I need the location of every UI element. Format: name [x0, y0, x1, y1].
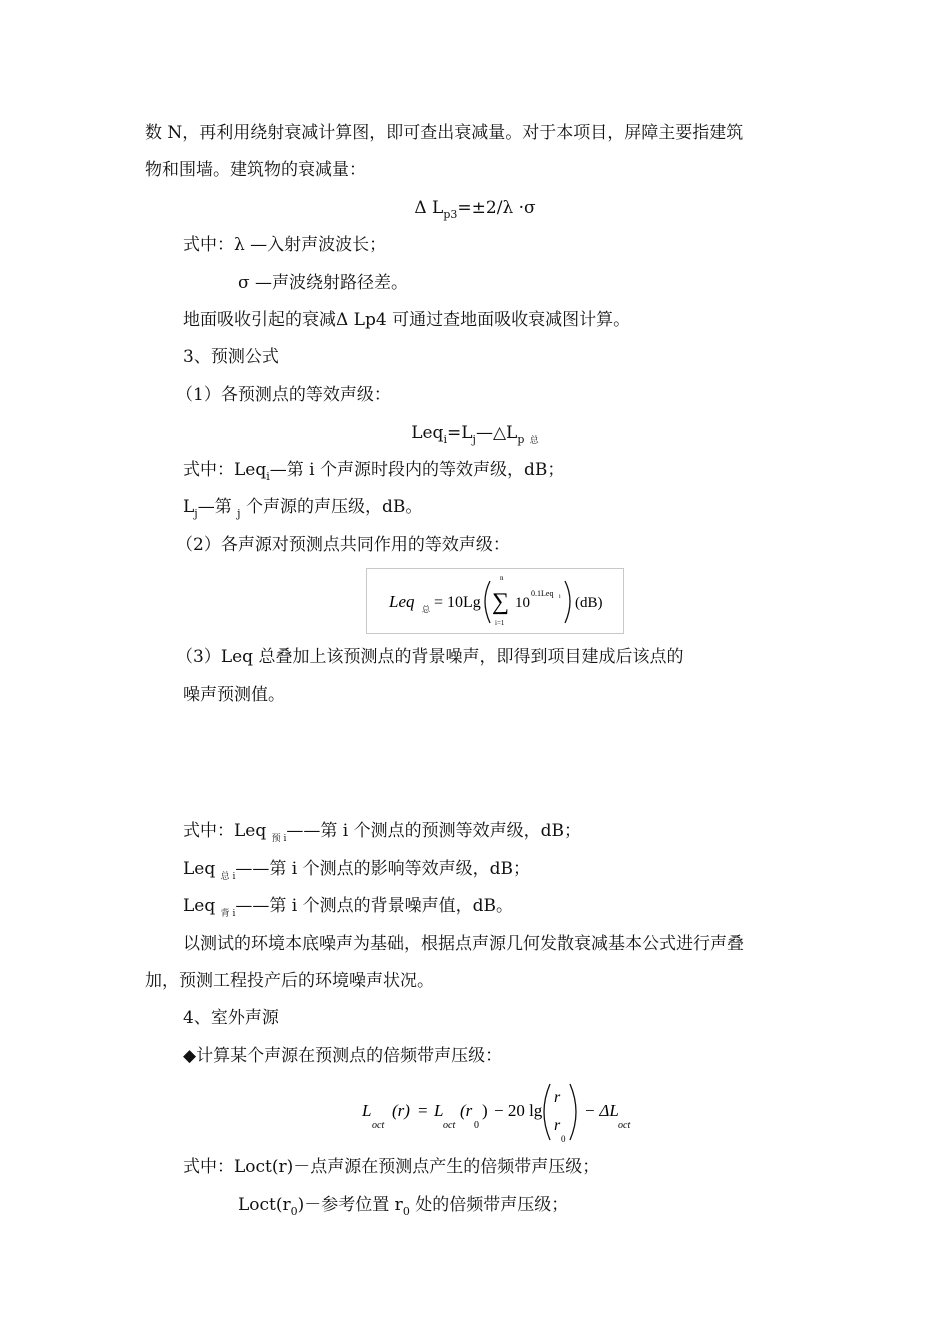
- fraction-denominator: r: [554, 1117, 561, 1134]
- text: ——第 i 个测点的影响等效声级，dB；: [235, 859, 531, 879]
- list-item: （2）各声源对预测点共同作用的等效声级：: [176, 535, 510, 555]
- formula-subscript: p3: [443, 208, 458, 221]
- text: 处的倍频带声压级；: [409, 1195, 569, 1215]
- list-item: （1）各预测点的等效声级：: [176, 385, 391, 405]
- exponent-subscript: i: [559, 594, 561, 600]
- formula-text: =: [418, 1101, 428, 1120]
- text: ——第 i 个测点的背景噪声值，dB。: [235, 896, 514, 916]
- formula-leqi: [0, 422, 950, 444]
- formula-text: =L: [446, 423, 473, 443]
- where-loct-r: 式中：Loct(r)－点声源在预测点产生的倍频带声压级；: [183, 1157, 600, 1177]
- paragraph-line: 加，预测工程投产后的环境噪声状况。: [145, 971, 434, 991]
- subscript: 0: [402, 1205, 410, 1218]
- formula-subscript: 0: [474, 1120, 479, 1131]
- subscript: 0: [290, 1205, 298, 1218]
- section-heading: 3、预测公式: [183, 347, 279, 367]
- where-sigma: σ —声波绕射路径差。: [238, 273, 409, 293]
- where-loct-r0: [238, 1194, 568, 1216]
- bullet-item: ◆计算某个声源在预测点的倍频带声压级：: [183, 1046, 503, 1066]
- formula-subscript: 总: [529, 436, 539, 446]
- formula-text: − 20 lg: [494, 1101, 543, 1120]
- text: Leq: [183, 896, 221, 916]
- formula-subscript: p: [517, 433, 525, 446]
- paragraph-line: 以测试的环境本底噪声为基础，根据点声源几何发散衰减基本公式进行声叠: [183, 934, 744, 954]
- formula-total-svg: [367, 569, 623, 633]
- right-paren: [570, 1084, 576, 1140]
- exponent: 0.1Leq: [531, 589, 554, 598]
- text: 式中：Leq: [183, 821, 272, 841]
- text: —第 i 个声源时段内的等效声级，dB；: [269, 460, 565, 480]
- formula-text: ): [482, 1101, 488, 1120]
- formula-lhs-subscript: 总: [422, 605, 430, 614]
- fraction-numerator: r: [554, 1089, 561, 1106]
- where-leqi: [183, 459, 564, 481]
- formula-subscript: 0: [561, 1134, 566, 1144]
- paragraph-line: 数 N，再利用绕射衰减计算图，即可查出衰减量。对于本项目，屏障主要指建筑: [145, 123, 744, 143]
- formula-subscript: oct: [443, 1120, 456, 1131]
- sum-icon: ∑: [492, 589, 510, 615]
- text: ——第 i 个测点的预测等效声级，dB；: [286, 821, 582, 841]
- subscript: 总 i: [220, 872, 236, 882]
- where-leq-bg: [183, 895, 513, 917]
- text: Loct(r: [238, 1195, 291, 1215]
- subscript: j: [194, 507, 198, 520]
- subscript: i: [266, 470, 270, 483]
- left-paren: [544, 1084, 550, 1140]
- left-paren: [485, 581, 490, 623]
- formula-text: Δ L: [414, 198, 444, 218]
- formula-subscript: oct: [618, 1120, 631, 1131]
- formula-text: L: [434, 1101, 444, 1120]
- formula-text: (r): [392, 1101, 410, 1120]
- formula-text: − ΔL: [584, 1101, 619, 1120]
- right-paren: [565, 581, 570, 623]
- text: L: [183, 497, 195, 517]
- formula-text: (r: [460, 1101, 473, 1120]
- formula-subscript: i: [443, 433, 447, 446]
- where-lambda: 式中：λ —入射声波波长；: [183, 235, 387, 255]
- formula-text: L: [362, 1101, 372, 1120]
- paragraph-line: 物和围墙。建筑物的衰减量：: [145, 160, 366, 180]
- formula-lhs: Leq: [389, 592, 415, 611]
- formula-text: Leq: [411, 423, 444, 443]
- section-heading: 4、室外声源: [183, 1008, 279, 1028]
- subscript: 背 i: [220, 909, 236, 919]
- sum-bottom: i=1: [495, 619, 505, 627]
- formula-loct: [360, 1080, 660, 1144]
- where-lj: [183, 496, 422, 518]
- formula-subscript: j: [472, 433, 476, 446]
- formula-subscript: oct: [372, 1120, 385, 1131]
- text: )－参考位置 r: [297, 1195, 403, 1215]
- text: 个声源的声压级，dB。: [240, 497, 423, 517]
- text: Leq: [183, 859, 221, 879]
- subscript: j: [237, 507, 241, 520]
- formula-eq: = 10Lg: [434, 594, 481, 611]
- unit: (dB): [575, 595, 603, 611]
- formula-loct-svg: [360, 1080, 660, 1144]
- list-item: （3）Leq 总叠加上该预测点的背景噪声，即得到项目建成后该点的: [176, 647, 684, 667]
- where-leq-total: [183, 858, 530, 880]
- subscript: 预 i: [271, 834, 287, 844]
- formula-total-box: [366, 568, 624, 634]
- where-leq-pred: [183, 820, 581, 842]
- sum-top: n: [500, 574, 504, 582]
- text: —第: [197, 497, 238, 517]
- paragraph-line: 噪声预测值。: [183, 685, 285, 705]
- text: 式中：Leq: [183, 460, 267, 480]
- formula-text: =±2/λ ·σ: [457, 198, 536, 218]
- ground-absorption-text: 地面吸收引起的衰减Δ Lp4 可通过查地面吸收衰减图计算。: [183, 310, 631, 330]
- formula-text: —△L: [475, 423, 518, 443]
- formula-lp3: [0, 197, 950, 219]
- base: 10: [515, 595, 530, 611]
